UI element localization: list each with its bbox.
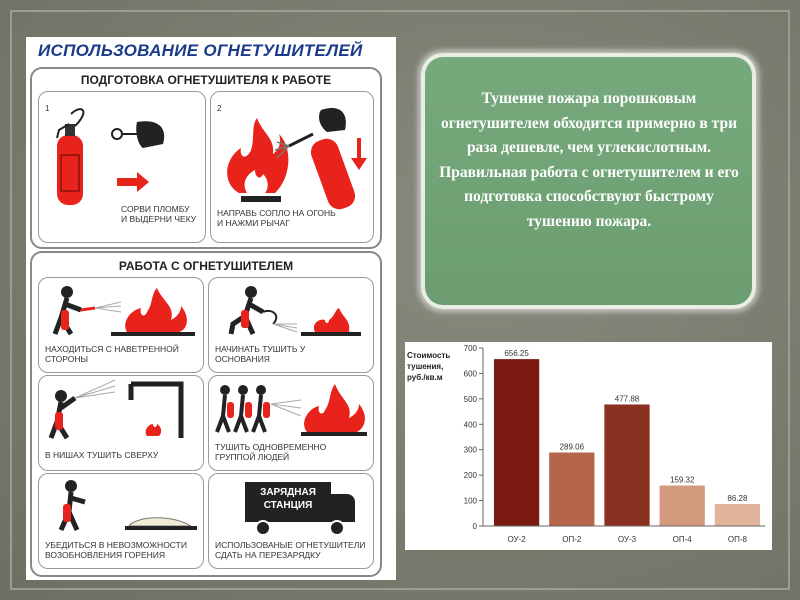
work-cell-group	[208, 375, 374, 471]
work-cell-niche	[38, 375, 204, 471]
y-axis-label-line: руб./кв.м	[407, 373, 443, 382]
work-cell-windward-line2: СТОРОНЫ	[45, 354, 89, 364]
x-tick-label: ОП-4	[672, 535, 692, 544]
y-tick-label: 600	[463, 369, 477, 379]
prep-step-1-caption-line2: И ВЫДЕРНИ ЧЕКУ	[121, 214, 197, 224]
work-cell-base	[208, 277, 374, 373]
prep-step-1-number: 1	[45, 104, 50, 113]
work-cell-recharge-line2: СДАТЬ НА ПЕРЕЗАРЯДКУ	[215, 550, 321, 560]
recharge-truck-icon	[245, 482, 359, 534]
poster-title: ИСПОЛЬЗОВАНИЕ ОГНЕТУШИТЕЛЕЙ	[38, 41, 363, 60]
extinguisher-pin-icon	[41, 100, 201, 210]
bar-ОП-8	[715, 504, 760, 526]
aim-nozzle-icon	[211, 98, 371, 213]
y-tick-label: 100	[463, 496, 477, 506]
y-axis-label-line: Стоимость	[407, 351, 451, 360]
bar-value-label: 656.25	[504, 349, 529, 359]
bar-value-label: 86.28	[727, 494, 748, 504]
work-cell-recharge	[208, 473, 374, 569]
y-tick-label: 300	[463, 445, 477, 455]
cost-chart-svg	[405, 342, 772, 550]
work-cell-niche-line1: В НИШАХ ТУШИТЬ СВЕРХУ	[45, 450, 159, 460]
prep-step-2	[210, 91, 374, 243]
bar-ОУ-3	[604, 404, 649, 526]
cost-chart	[405, 342, 772, 550]
work-cell-base-line1: НАЧИНАТЬ ТУШИТЬ У	[215, 344, 306, 354]
work-cell-reignition-line2: ВОЗОБНОВЛЕНИЯ ГОРЕНИЯ	[45, 550, 166, 560]
y-tick-label: 200	[463, 471, 477, 481]
info-card	[421, 53, 756, 309]
work-cell-reignition-line1: УБЕДИТЬСЯ В НЕВОЗМОЖНОСТИ	[45, 540, 187, 550]
y-tick-label: 500	[463, 394, 477, 404]
prep-step-2-number: 2	[217, 104, 222, 113]
prep-step-2-caption-line1: НАПРАВЬ СОПЛО НА ОГОНЬ	[217, 208, 336, 218]
work-cell-windward	[38, 277, 204, 373]
bar-value-label: 477.88	[614, 394, 640, 404]
y-tick-label: 700	[463, 344, 477, 353]
work-cell-recharge-line1: ИСПОЛЬЗОВАНЫЕ ОГНЕТУШИТЕЛИ	[215, 540, 366, 550]
x-tick-label: ОУ-2	[507, 535, 526, 544]
work-heading: РАБОТА С ОГНЕТУШИТЕЛЕМ	[118, 259, 294, 273]
y-tick-label: 400	[463, 420, 477, 430]
extinguisher-poster	[26, 37, 396, 580]
truck-label-line2: СТАНЦИЯ	[263, 500, 313, 511]
bar-value-label: 289.06	[559, 442, 585, 452]
truck-label-line1: ЗАРЯДНАЯ	[260, 487, 316, 498]
bar-value-label: 159.32	[669, 475, 695, 485]
y-tick-label: 0	[472, 522, 477, 531]
work-cell-reignition	[38, 473, 204, 569]
y-axis-label-line: тушения,	[407, 362, 444, 371]
bar-ОУ-2	[494, 359, 539, 526]
prep-section	[30, 67, 382, 249]
work-cell-group-line1: ТУШИТЬ ОДНОВРЕМЕННО	[215, 442, 327, 452]
group-figures-icon	[211, 378, 371, 440]
niche-figure-icon	[41, 376, 201, 446]
work-cell-group-line2: ГРУППОЙ ЛЮДЕЙ	[215, 452, 290, 462]
info-text: Тушение пожара порошковым огнетушителем обходится примерно в три раза дешевле, чем углекислотным. Правильная работа с огнетушителем и его подготовка способствуют быстрому тушению пожара.	[439, 90, 739, 230]
bar-ОП-4	[660, 485, 705, 526]
bar-ОП-2	[549, 452, 594, 526]
check-reignition-icon	[41, 476, 201, 538]
x-tick-label: ОП-8	[727, 535, 747, 544]
prep-heading: ПОДГОТОВКА ОГНЕТУШИТЕЛЯ К РАБОТЕ	[80, 73, 332, 87]
work-section	[30, 251, 382, 577]
work-cell-base-line2: ОСНОВАНИЯ	[215, 354, 270, 364]
windward-figure-icon	[41, 280, 201, 340]
prep-step-1	[38, 91, 206, 243]
base-fire-figure-icon	[211, 280, 371, 340]
prep-step-1-caption-line1: СОРВИ ПЛОМБУ	[121, 204, 190, 214]
prep-step-2-caption-line2: И НАЖМИ РЫЧАГ	[217, 218, 290, 228]
work-cell-windward-line1: НАХОДИТЬСЯ С НАВЕТРЕННОЙ	[45, 344, 179, 354]
x-tick-label: ОП-2	[562, 535, 582, 544]
x-tick-label: ОУ-3	[617, 535, 637, 544]
